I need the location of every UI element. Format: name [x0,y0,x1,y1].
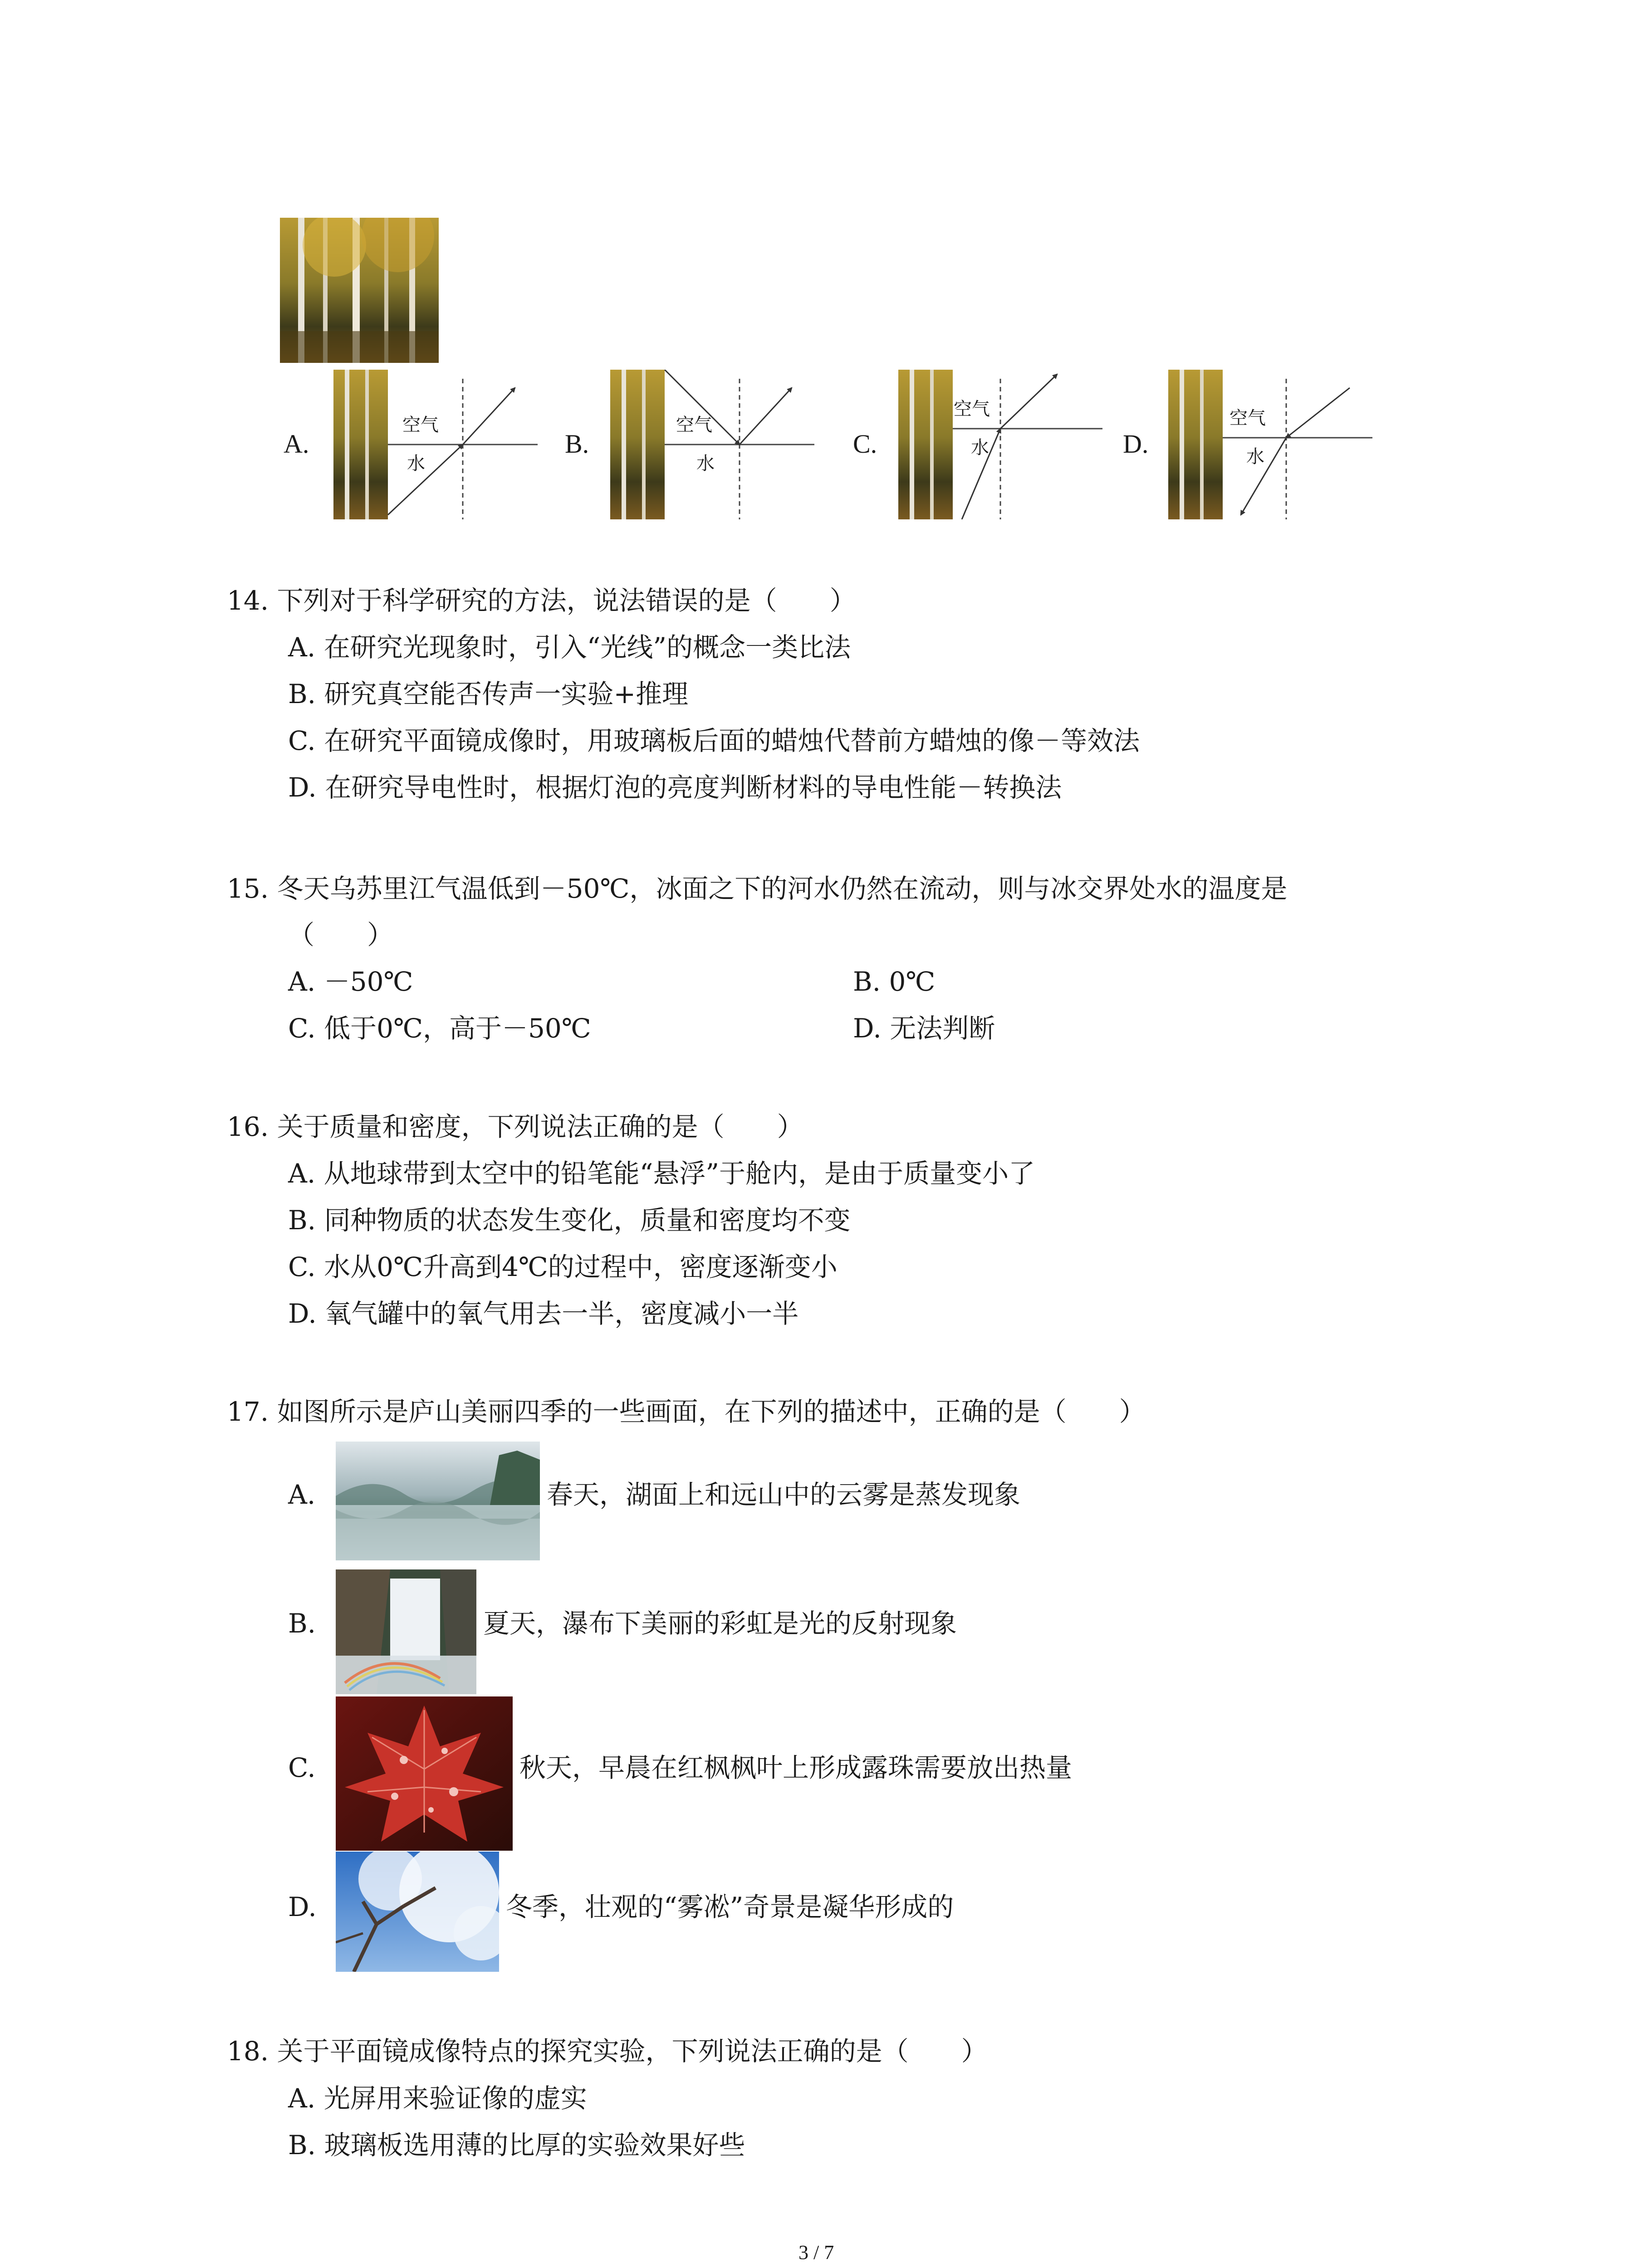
question-15-option-b[interactable]: B. 0℃ [853,966,936,997]
winter-rime-photo [336,1852,499,1972]
water-label: 水 [696,453,715,474]
air-label: 空气 [954,399,990,420]
air-label: 空气 [676,415,712,435]
air-label: 空气 [1230,408,1266,429]
option-c-diagram[interactable] [853,370,1107,519]
question-15-option-c[interactable]: C. 低于0℃，高于－50℃ [288,1013,591,1044]
question-18-stem: 18. 关于平面镜成像特点的探究实验，下列说法正确的是（ ） [227,2036,988,2067]
question-18-option-b[interactable]: B. 玻璃板选用薄的比厚的实验效果好些 [288,2130,745,2160]
question-15-stem-cont: （ ） [288,919,394,950]
question-14-option-c[interactable]: C. 在研究平面镜成像时，用玻璃板后面的蜡烛代替前方蜡烛的像－等效法 [288,725,1140,756]
question-16-stem: 16. 关于质量和密度，下列说法正确的是（ ） [227,1111,803,1142]
air-label: 空气 [402,415,439,435]
question-17-option-c-text[interactable]: 秋天，早晨在红枫枫叶上形成露珠需要放出热量 [519,1752,1073,1783]
question-14-option-d[interactable]: D. 在研究导电性时，根据灯泡的亮度判断材料的导电性能－转换法 [288,772,1062,803]
option-letter: C. [288,1752,316,1783]
question-16-option-d[interactable]: D. 氧气罐中的氧气用去一半，密度减小一半 [288,1298,799,1329]
question-16-option-a[interactable]: A. 从地球带到太空中的铅笔能“悬浮”于舱内，是由于质量变小了 [288,1158,1035,1189]
summer-waterfall-photo [336,1569,476,1694]
option-letter: D. [288,1892,317,1922]
spring-lake-photo [336,1442,540,1560]
question-17-stem: 17. 如图所示是庐山美丽四季的一些画面，在下列的描述中，正确的是（ ） [227,1396,1146,1427]
question-15-option-a[interactable]: A. －50℃ [288,966,413,997]
option-letter: B. [288,1608,316,1639]
water-label: 水 [1246,446,1264,467]
option-letter: B. [565,429,589,459]
question-16-option-b[interactable]: B. 同种物质的状态发生变化，质量和密度均不变 [288,1205,851,1236]
question-14-option-b[interactable]: B. 研究真空能否传声一实验+推理 [288,679,689,709]
page-number: 3 / 7 [798,2241,834,2263]
question-18-option-a[interactable]: A. 光屏用来验证像的虚实 [288,2083,587,2114]
question-15-stem: 15. 冬天乌苏里江气温低到－50℃，冰面之下的河水仍然在流动，则与冰交界处水的温度是 [227,873,1288,904]
option-letter: A. [284,429,309,459]
question-16-option-c[interactable]: C. 水从0℃升高到4℃的过程中，密度逐渐变小 [288,1251,838,1282]
water-label: 水 [971,437,989,458]
option-letter: C. [853,429,877,459]
option-b-diagram[interactable] [565,370,819,519]
question-17-option-d-text[interactable]: 冬季，壮观的“雾凇”奇景是凝华形成的 [506,1892,954,1922]
forest-photo [280,218,439,363]
question-14-stem: 14. 下列对于科学研究的方法，说法错误的是（ ） [227,585,856,616]
question-17-option-a-text[interactable]: 春天，湖面上和远山中的云雾是蒸发现象 [547,1479,1021,1510]
autumn-maple-leaf-photo [336,1696,513,1851]
water-label: 水 [407,453,425,474]
option-d-diagram[interactable] [1123,370,1377,519]
option-a-diagram[interactable] [284,370,538,519]
question-14-option-a[interactable]: A. 在研究光现象时，引入“光线”的概念一类比法 [288,632,851,663]
option-letter: A. [288,1479,316,1510]
option-letter: D. [1123,429,1149,459]
question-15-option-d[interactable]: D. 无法判断 [853,1013,995,1044]
question-17-option-b-text[interactable]: 夏天，瀑布下美丽的彩虹是光的反射现象 [483,1608,957,1639]
